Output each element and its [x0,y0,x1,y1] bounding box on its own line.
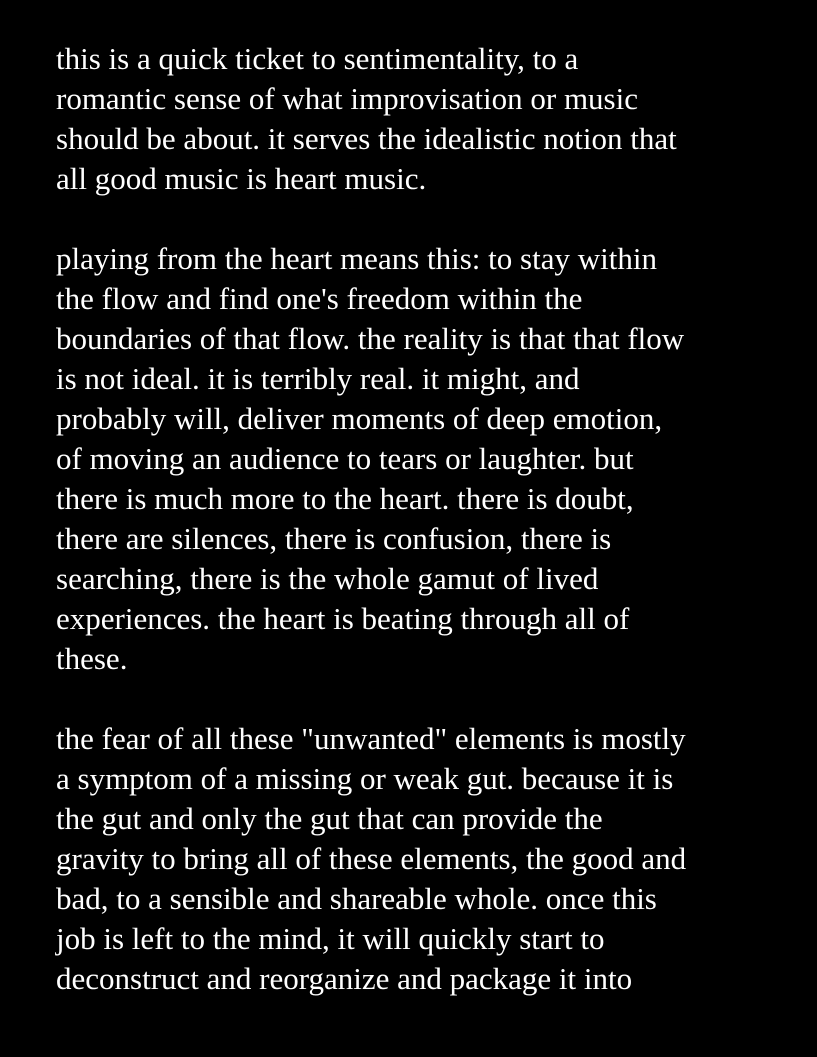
paragraph-line: should be about. it serves the idealistic notion that [56,121,677,156]
paragraph-2 [56,239,796,679]
paragraph-line: playing from the heart means this: to stay within [56,241,657,276]
paragraph-line: boundaries of that flow. the reality is that that flow [56,321,685,356]
paragraph-line: bad, to a sensible and shareable whole. once this [56,881,657,916]
paragraph-line: there are silences, there is confusion, there is [56,521,612,556]
paragraph-3 [56,719,796,999]
paragraph-line: the fear of all these "unwanted" elements is mostly [56,721,686,756]
paragraph-line: these. [56,641,128,676]
paragraph-line: probably will, deliver moments of deep emotion, [56,401,663,436]
paragraph-line: of moving an audience to tears or laughter. but [56,441,634,476]
paragraph-line: there is much more to the heart. there is doubt, [56,481,634,516]
paragraph-line: this is a quick ticket to sentimentality, to a [56,41,579,76]
document-page [56,39,796,999]
paragraph-line: the gut and only the gut that can provide the [56,801,603,836]
paragraph-line: searching, there is the whole gamut of lived [56,561,599,596]
paragraph-line: gravity to bring all of these elements, the good and [56,841,687,876]
paragraph-line: deconstruct and reorganize and package it into [56,961,633,996]
paragraph-line: is not ideal. it is terribly real. it might, and [56,361,580,396]
paragraph-line: experiences. the heart is beating through all of [56,601,630,636]
paragraph-line: the flow and find one's freedom within the [56,281,583,316]
paragraph-line: job is left to the mind, it will quickly start to [56,921,605,956]
paragraph-1 [56,39,796,199]
paragraph-line: all good music is heart music. [56,161,427,196]
paragraph-line: romantic sense of what improvisation or music [56,81,638,116]
paragraph-spacer [56,679,796,719]
paragraph-line: a symptom of a missing or weak gut. because it is [56,761,674,796]
paragraph-spacer [56,199,796,239]
